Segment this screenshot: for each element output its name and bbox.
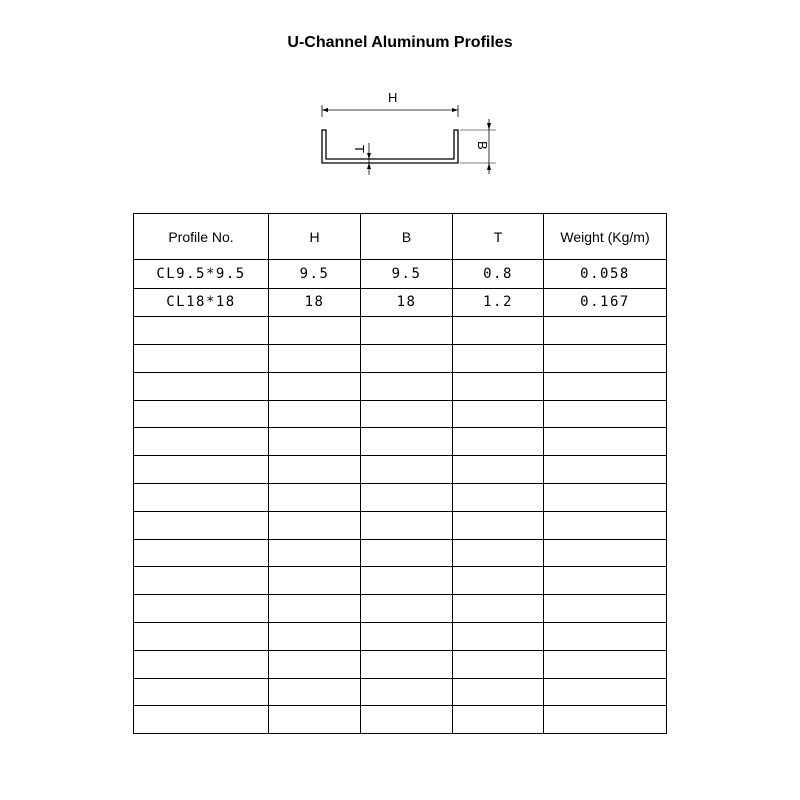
- empty-cell: [361, 650, 453, 678]
- page-title: U-Channel Aluminum Profiles: [287, 34, 513, 51]
- empty-cell: [453, 622, 544, 650]
- table-header-row: [134, 214, 667, 260]
- empty-cell: [361, 595, 453, 623]
- dimension-t-label: T: [352, 145, 367, 153]
- empty-cell: [134, 622, 269, 650]
- empty-cell: [134, 595, 269, 623]
- empty-cell: [453, 567, 544, 595]
- empty-table-row: [134, 567, 667, 595]
- dimension-h-label: H: [388, 90, 398, 105]
- empty-table-row: [134, 678, 667, 706]
- empty-cell: [361, 567, 453, 595]
- empty-cell: [134, 428, 269, 456]
- empty-cell: [453, 678, 544, 706]
- empty-cell: [453, 595, 544, 623]
- empty-cell: [453, 400, 544, 428]
- empty-cell: [544, 706, 667, 734]
- empty-cell: [269, 678, 361, 706]
- empty-cell: [453, 344, 544, 372]
- empty-table-row: [134, 706, 667, 734]
- empty-table-row: [134, 511, 667, 539]
- empty-cell: [361, 511, 453, 539]
- empty-cell: [269, 344, 361, 372]
- empty-cell: [269, 483, 361, 511]
- empty-cell: [453, 456, 544, 484]
- empty-cell: [269, 428, 361, 456]
- empty-table-row: [134, 372, 667, 400]
- empty-table-row: [134, 650, 667, 678]
- empty-cell: [453, 317, 544, 345]
- empty-cell: [269, 650, 361, 678]
- empty-cell: [544, 456, 667, 484]
- empty-cell: [361, 678, 453, 706]
- empty-cell: [269, 706, 361, 734]
- empty-cell: [134, 511, 269, 539]
- empty-cell: [134, 539, 269, 567]
- header-profile-no: Profile No.: [134, 214, 269, 260]
- empty-cell: [134, 317, 269, 345]
- empty-cell: [134, 678, 269, 706]
- empty-table-row: [134, 400, 667, 428]
- empty-cell: [544, 595, 667, 623]
- cell-weight: 0.058: [544, 260, 667, 289]
- empty-cell: [361, 539, 453, 567]
- empty-cell: [453, 539, 544, 567]
- empty-cell: [269, 567, 361, 595]
- empty-cell: [134, 456, 269, 484]
- empty-cell: [544, 567, 667, 595]
- empty-cell: [544, 539, 667, 567]
- empty-cell: [453, 706, 544, 734]
- empty-cell: [544, 622, 667, 650]
- empty-cell: [134, 650, 269, 678]
- u-channel-diagram: [300, 85, 510, 180]
- cell-profile-no: CL18*18: [134, 288, 269, 317]
- empty-cell: [269, 317, 361, 345]
- profile-table: [133, 213, 667, 734]
- empty-cell: [269, 595, 361, 623]
- dimension-b-label: B: [475, 141, 490, 150]
- empty-cell: [134, 483, 269, 511]
- empty-cell: [544, 511, 667, 539]
- cell-t: 1.2: [453, 288, 544, 317]
- empty-cell: [544, 372, 667, 400]
- empty-cell: [544, 650, 667, 678]
- cell-b: 9.5: [361, 260, 453, 289]
- empty-cell: [544, 483, 667, 511]
- empty-cell: [134, 344, 269, 372]
- empty-table-row: [134, 428, 667, 456]
- empty-cell: [361, 400, 453, 428]
- empty-cell: [544, 428, 667, 456]
- empty-cell: [134, 400, 269, 428]
- empty-cell: [134, 567, 269, 595]
- empty-cell: [269, 511, 361, 539]
- cell-h: 9.5: [269, 260, 361, 289]
- empty-cell: [544, 344, 667, 372]
- empty-cell: [269, 400, 361, 428]
- empty-cell: [269, 622, 361, 650]
- empty-cell: [361, 372, 453, 400]
- empty-cell: [134, 372, 269, 400]
- table-row: [134, 260, 667, 289]
- empty-table-row: [134, 595, 667, 623]
- empty-cell: [453, 650, 544, 678]
- cell-b: 18: [361, 288, 453, 317]
- empty-table-row: [134, 344, 667, 372]
- cell-profile-no: CL9.5*9.5: [134, 260, 269, 289]
- empty-cell: [361, 483, 453, 511]
- empty-table-row: [134, 317, 667, 345]
- cell-t: 0.8: [453, 260, 544, 289]
- empty-cell: [453, 511, 544, 539]
- table-row: [134, 288, 667, 317]
- empty-cell: [453, 428, 544, 456]
- empty-cell: [269, 372, 361, 400]
- empty-cell: [269, 539, 361, 567]
- header-t: T: [453, 214, 544, 260]
- empty-table-row: [134, 456, 667, 484]
- cell-weight: 0.167: [544, 288, 667, 317]
- header-weight: Weight (Kg/m): [544, 214, 667, 260]
- empty-cell: [269, 456, 361, 484]
- empty-table-row: [134, 622, 667, 650]
- empty-table-row: [134, 483, 667, 511]
- empty-cell: [361, 706, 453, 734]
- empty-cell: [361, 456, 453, 484]
- u-channel-profile: [322, 130, 458, 163]
- empty-table-row: [134, 539, 667, 567]
- empty-cell: [361, 344, 453, 372]
- header-h: H: [269, 214, 361, 260]
- empty-cell: [361, 428, 453, 456]
- empty-cell: [544, 317, 667, 345]
- empty-cell: [361, 317, 453, 345]
- cell-h: 18: [269, 288, 361, 317]
- empty-cell: [544, 400, 667, 428]
- empty-cell: [544, 678, 667, 706]
- empty-cell: [453, 483, 544, 511]
- empty-cell: [361, 622, 453, 650]
- empty-cell: [453, 372, 544, 400]
- header-b: B: [361, 214, 453, 260]
- empty-cell: [134, 706, 269, 734]
